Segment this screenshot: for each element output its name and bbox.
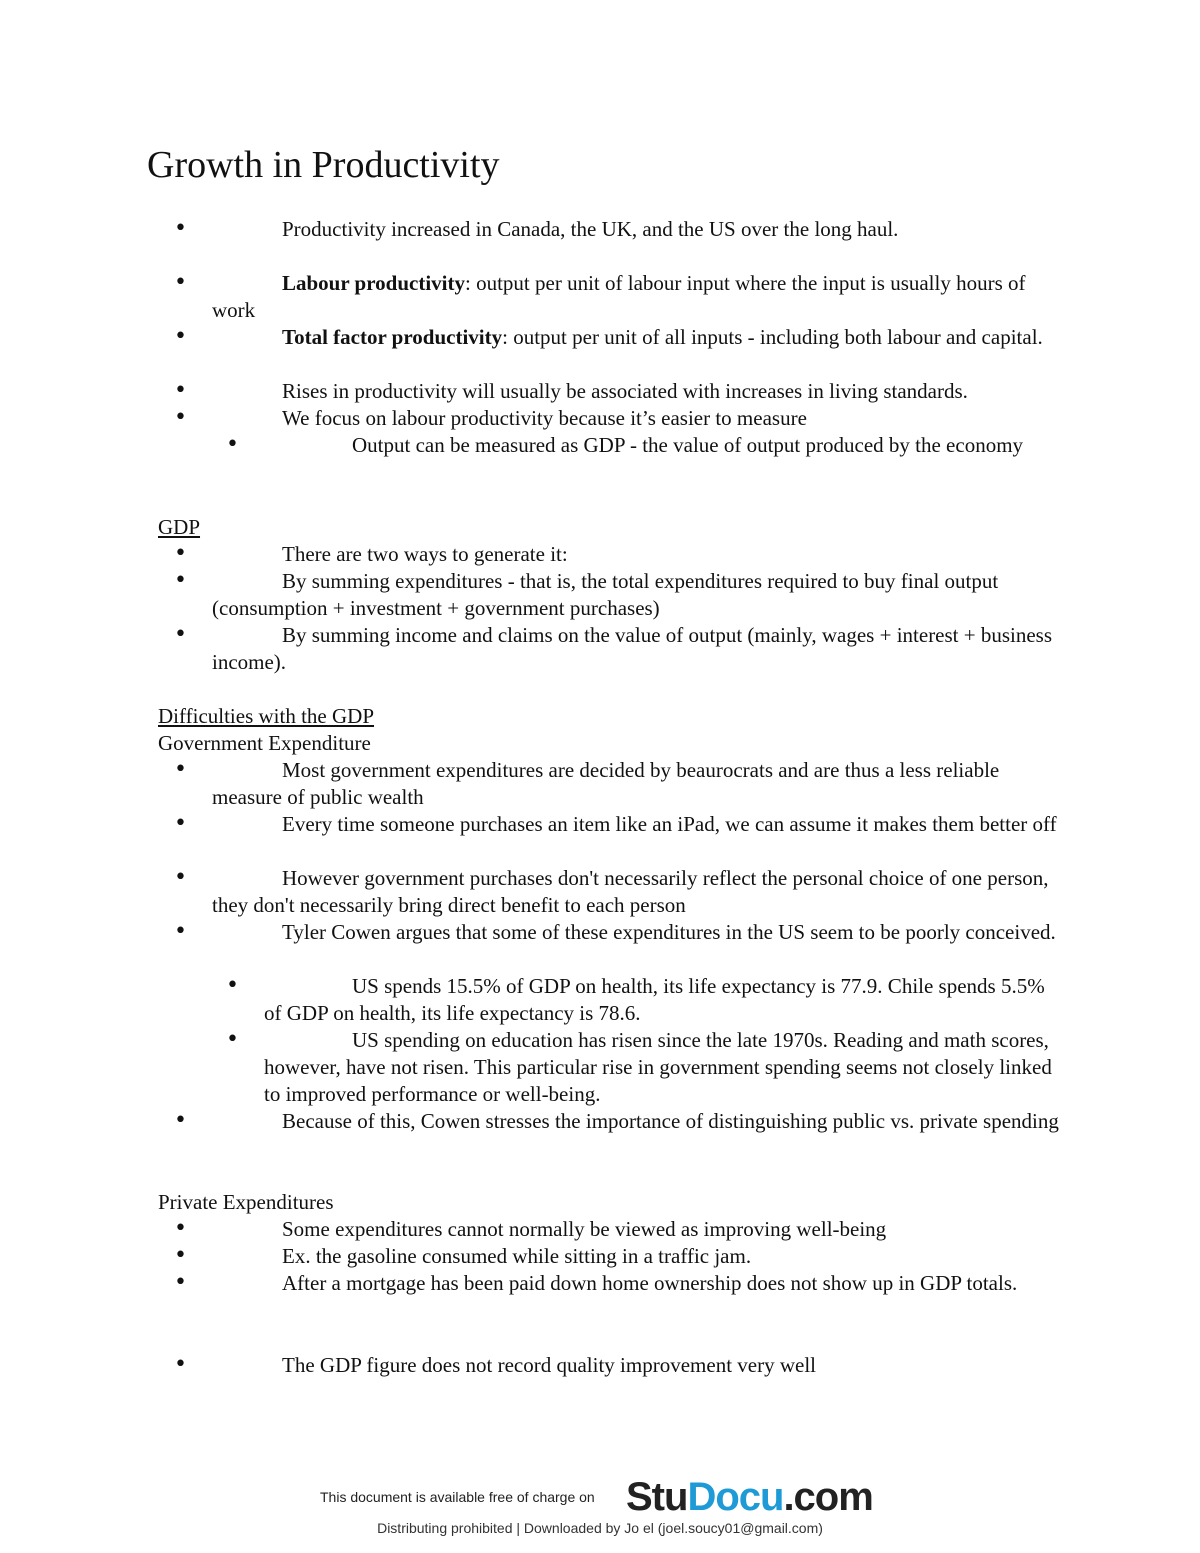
government-expenditure-heading: Government Expenditure	[158, 731, 371, 755]
list-item: • By summing income and claims on the value of output (mainly, wages + interest + business income).	[174, 622, 1053, 674]
bullet-icon: •	[174, 568, 187, 593]
list-item: • Most government expenditures are decided by beaurocrats and are thus a less reliable measure of public wealth	[174, 757, 1000, 809]
bullet-icon: •	[174, 1108, 187, 1133]
difficulties-heading: Difficulties with the GDP	[158, 704, 375, 728]
gdp-heading: GDP	[158, 515, 201, 539]
bullet-icon: •	[174, 216, 187, 241]
list-item: • We focus on labour productivity because it’s easier to measure	[174, 405, 807, 430]
bullet-icon: •	[174, 757, 187, 782]
studocu-logo-link[interactable]: StuDocu.com	[626, 1475, 873, 1519]
term-labour-productivity: Labour productivity	[282, 271, 466, 295]
bullet-icon: •	[174, 324, 187, 349]
bullet-icon: •	[174, 919, 187, 944]
list-item: • Every time someone purchases an item like an iPad, we can assume it makes them better off	[174, 811, 1057, 836]
list-item: • Ex. the gasoline consumed while sitting in a traffic jam.	[174, 1243, 752, 1268]
bullet-icon: •	[226, 432, 239, 457]
term-total-factor-productivity: Total factor productivity	[282, 325, 503, 349]
private-expenditures-heading: Private Expenditures	[158, 1190, 334, 1214]
list-item: • Labour productivity: output per unit of labour input where the input is usually hours of work	[174, 270, 1026, 322]
list-item: • Some expenditures cannot normally be viewed as improving well-being	[174, 1216, 887, 1241]
bullet-icon: •	[174, 622, 187, 647]
page-title: Growth in Productivity	[147, 144, 500, 186]
list-item: • Rises in productivity will usually be associated with increases in living standards.	[174, 378, 968, 403]
bullet-icon: •	[174, 405, 187, 430]
list-item: • Productivity increased in Canada, the UK, and the US over the long haul.	[174, 216, 899, 241]
sub-list-item: • US spending on education has risen since the late 1970s. Reading and math scores, however, have not risen. This particular rise in government spending seems not closely linked to improved performance or well-being.	[226, 1027, 1052, 1106]
bullet-icon: •	[174, 1216, 187, 1241]
bullet-icon: •	[174, 1270, 187, 1295]
bullet-icon: •	[174, 811, 187, 836]
distribution-note: Distributing prohibited | Downloaded by Jo el (joel.soucy01@gmail.com)	[377, 1520, 823, 1536]
bullet-icon: •	[174, 270, 187, 295]
bullet-icon: •	[226, 973, 239, 998]
list-item: • Tyler Cowen argues that some of these expenditures in the US seem to be poorly conceived.	[174, 919, 1056, 944]
sub-list-item: • Output can be measured as GDP - the value of output produced by the economy	[226, 432, 1024, 457]
list-item: • There are two ways to generate it:	[174, 541, 568, 566]
list-item: • After a mortgage has been paid down home ownership does not show up in GDP totals.	[174, 1270, 1018, 1295]
list-item: • Because of this, Cowen stresses the importance of distinguishing public vs. private spending	[174, 1108, 1059, 1133]
studocu-footer	[320, 1474, 880, 1520]
sub-list-item: • US spends 15.5% of GDP on health, its life expectancy is 77.9. Chile spends 5.5% of GDP on health, its life expectancy is 78.6.	[226, 973, 1045, 1025]
list-item: • Total factor productivity: output per unit of all inputs - including both labour and capital.	[174, 324, 1043, 349]
list-item: • The GDP figure does not record quality improvement very well	[174, 1352, 816, 1377]
list-item: • However government purchases don't necessarily reflect the personal choice of one person, they don't necessarily bring direct benefit to each person	[174, 865, 1049, 917]
bullet-icon: •	[174, 1243, 187, 1268]
list-item: • By summing expenditures - that is, the total expenditures required to buy final output (consumption + investment + government purchases)	[174, 568, 999, 620]
bullet-icon: •	[174, 541, 187, 566]
availability-note: This document is available free of charge on	[320, 1489, 595, 1505]
bullet-icon: •	[226, 1027, 239, 1052]
bullet-icon: •	[174, 865, 187, 890]
bullet-icon: •	[174, 1352, 187, 1377]
bullet-icon: •	[174, 378, 187, 403]
